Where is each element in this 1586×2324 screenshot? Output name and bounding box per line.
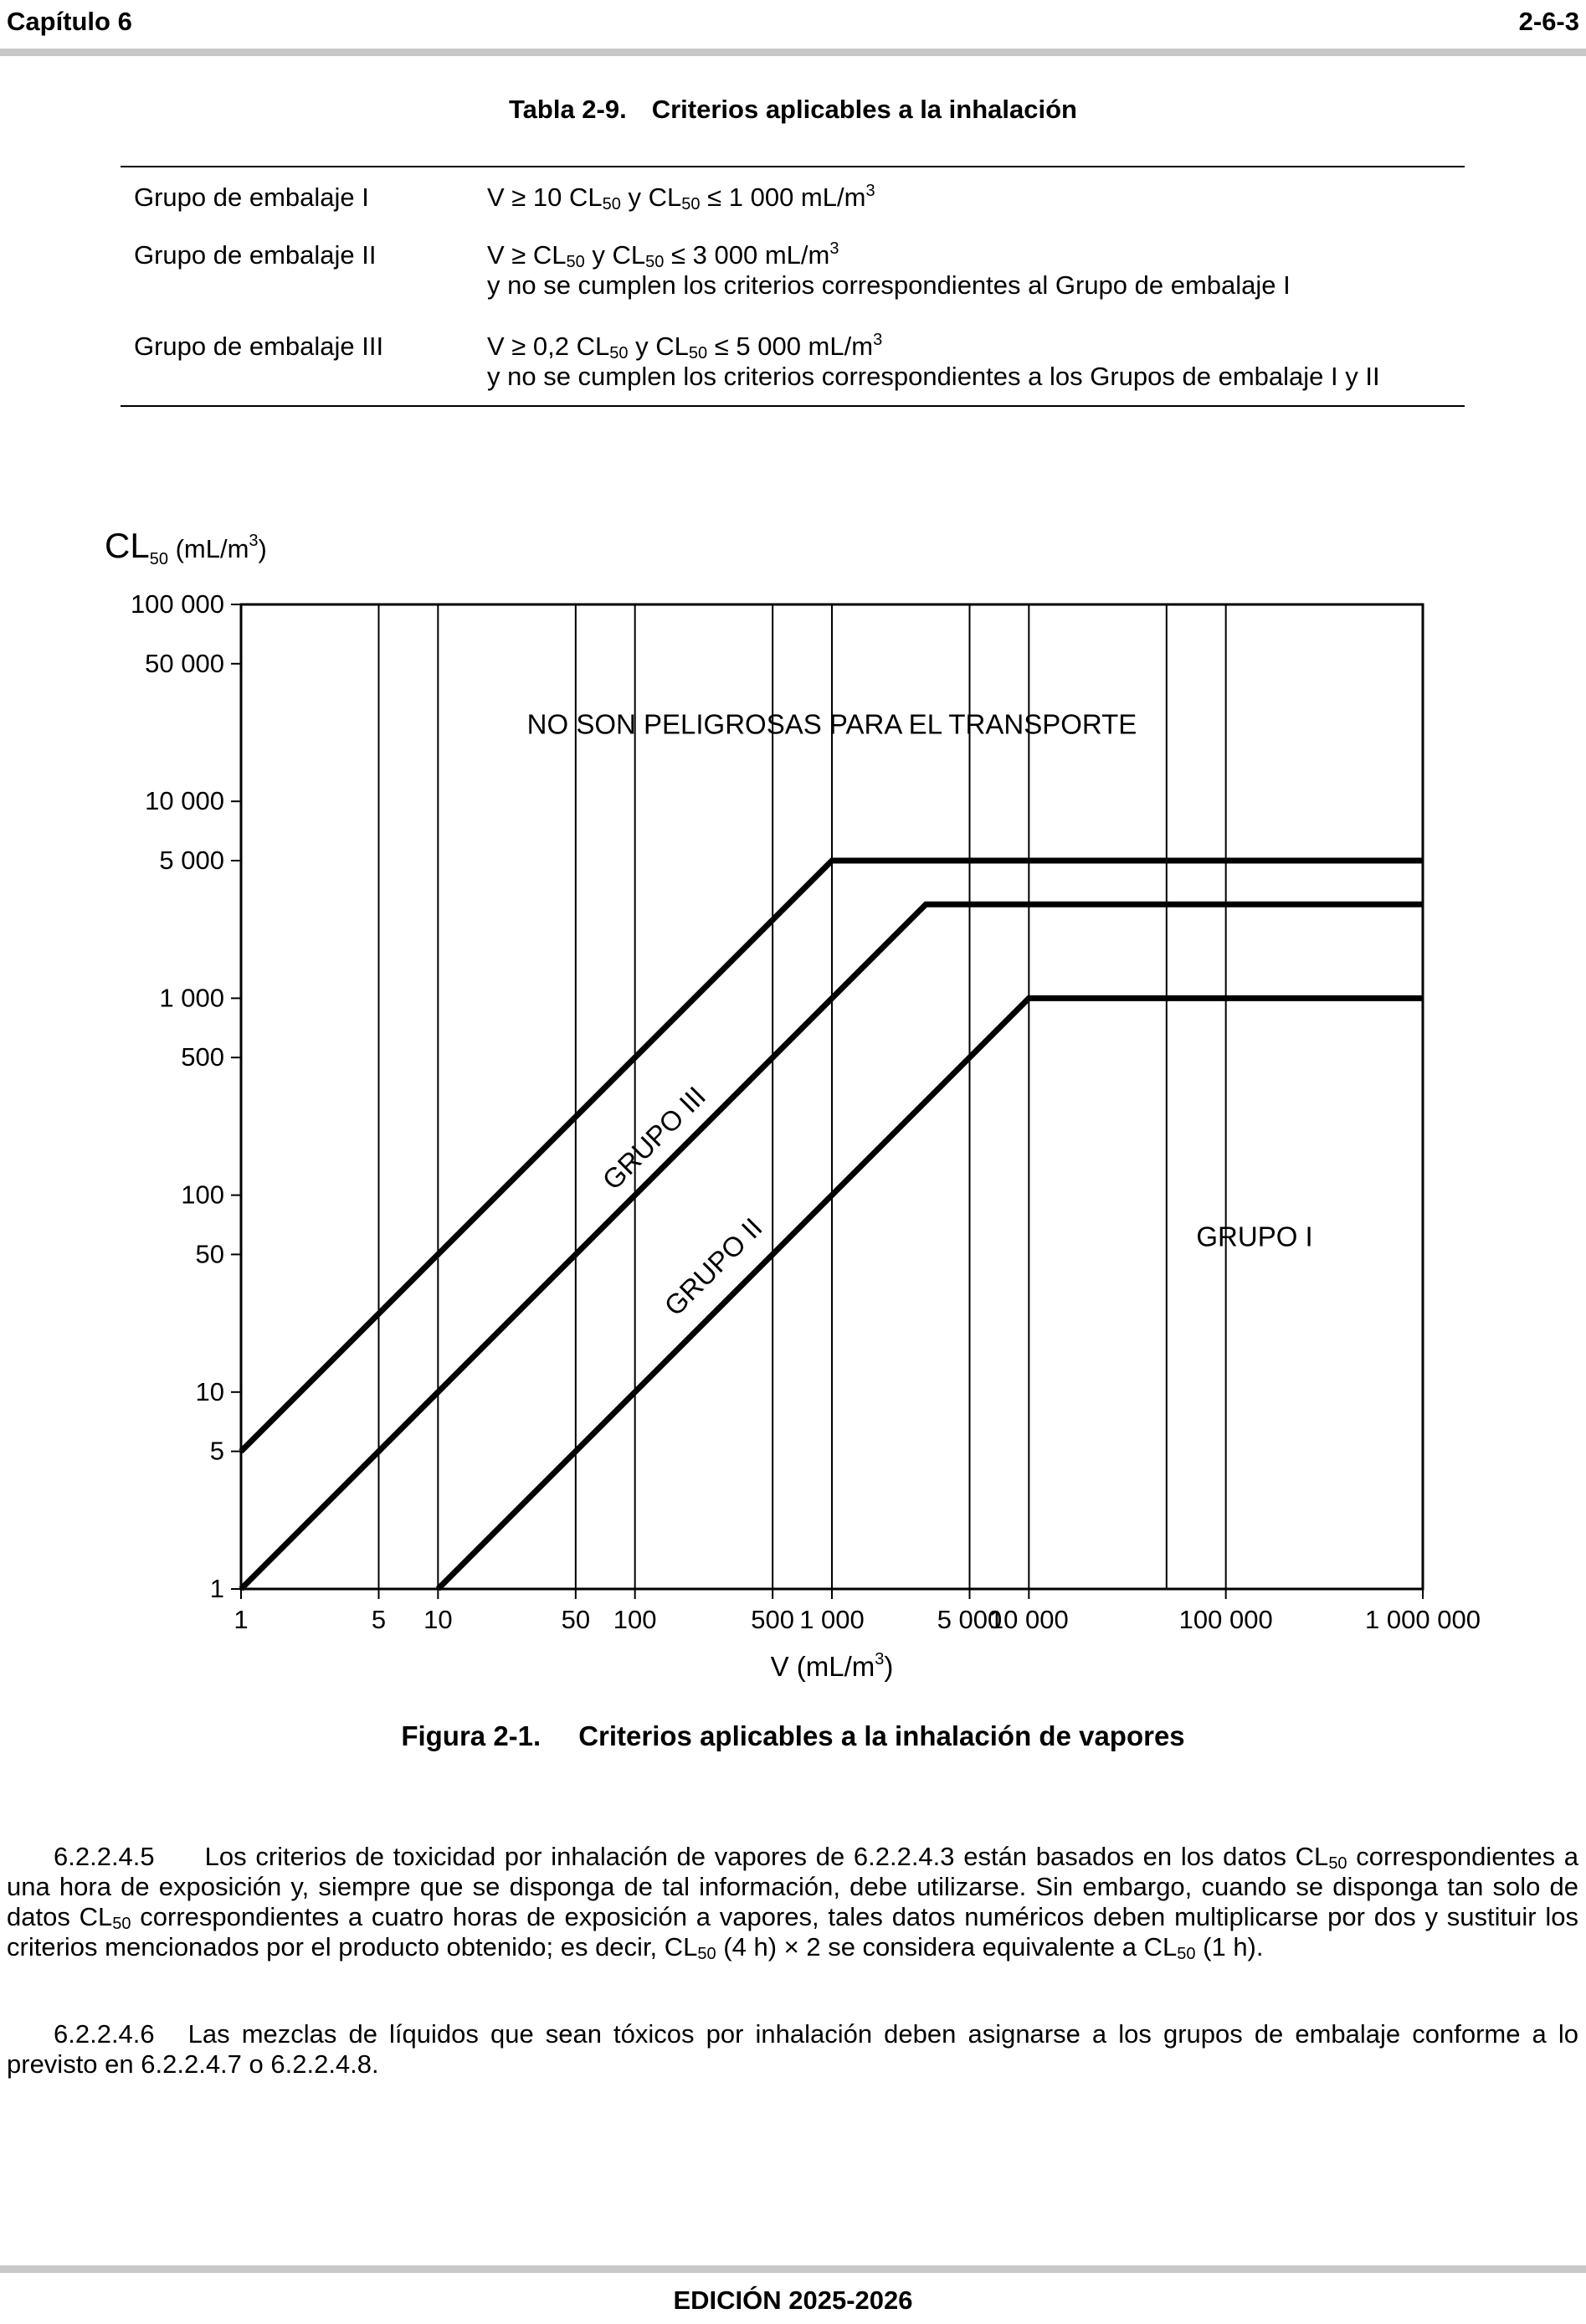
paragraph [7, 1842, 1578, 1962]
chart-annotation: GRUPO III [596, 1080, 712, 1196]
y-tick-label: 5 000 [159, 846, 224, 876]
x-tick-label: 5 [371, 1605, 387, 1634]
table-title: Criterios aplicables a la inhalación [651, 95, 1077, 124]
chart-annotation: NO SON PELIGROSAS PARA EL TRANSPORTE [526, 708, 1137, 740]
figure-caption [0, 1720, 1586, 1752]
paragraph-text: Las mezclas de líquidos que sean tóxicos por inhalación deben asignarse a los grupos de embalaje conforme a lo previsto en 6.2.2.4.7 o 6.2.2.4.8. [7, 2019, 1578, 2079]
paragraph-number: 6.2.2.4.5 [54, 1842, 155, 1871]
y-tick-label: 10 000 [145, 786, 224, 816]
x-tick-label: 100 [613, 1605, 657, 1634]
y-tick-label: 100 [181, 1180, 224, 1210]
x-tick-label: 50 [561, 1605, 591, 1634]
x-tick-label: 5 000 [937, 1605, 1003, 1634]
x-tick-label: 1 000 [799, 1605, 865, 1634]
figure-title: Criterios aplicables a la inhalación de vapores [578, 1720, 1185, 1751]
y-tick-label: 5 [209, 1436, 224, 1466]
row-criteria-extra: y no se cumplen los criterios correspondientes a los Grupos de embalaje I y II [487, 362, 1380, 391]
x-tick-label: 1 [234, 1605, 249, 1634]
x-tick-label: 1 000 000 [1365, 1605, 1481, 1634]
y-tick-label: 100 000 [130, 589, 224, 619]
x-tick-label: 500 [751, 1605, 795, 1634]
paragraph [7, 2019, 1578, 2080]
y-tick-label: 50 000 [145, 648, 224, 678]
x-axis-title: V $(mL/m^3)$ [770, 1650, 894, 1682]
row-criteria: V ≥ 0,2 $CL_{50}$ y $CL_{50} \le 5$ 000 $mL/m^3$ y no se cumplen los criterios correspondientes a los Grupos de embalaje I y II [487, 331, 1380, 391]
row-group-label: Grupo de embalaje II [134, 240, 377, 270]
row-group-label: Grupo de embalaje III [134, 332, 384, 361]
paragraph-number: 6.2.2.4.6 [54, 2019, 155, 2049]
y-axis-title: $CL_{50}$ $^{(mL/m3}_)$ [105, 526, 267, 568]
chart-annotation: GRUPO II [658, 1211, 768, 1322]
figure-number: Figura 2-1. [401, 1720, 541, 1751]
y-tick-label: 500 [181, 1042, 224, 1072]
row-criteria: $V \ge CL_{50}$ y $CL_{50} \le 3$ 000 $mL/m^3$ y no se cumplen los criterios correspondientes al Grupo de embalaje I [487, 239, 1291, 300]
x-tick-label: 10 000 [988, 1605, 1069, 1634]
row-group-label: Grupo de embalaje I [134, 183, 369, 212]
y-tick-label: 10 [195, 1376, 224, 1406]
row-criteria-extra: y no se cumplen los criterios correspondientes al Grupo de embalaje I [487, 270, 1291, 300]
chapter-label: Capítulo 6 [7, 7, 132, 36]
y-tick-label: 50 [195, 1239, 224, 1269]
paragraph-text: Los criterios de toxicidad por inhalación de vapores de 6.2.2.4.3 están basados en los datos $CL_{50}$ correspondientes a una hora de exposición y, siempre que se disponga de tal información, debe utilizarse. Sin embargo, cuando se disponga tan solo de datos $CL_{50}$ correspondientes a cuatro horas de exposición a vapores, tales datos numéricos deben multiplicarse por dos y sustituir los criterios mencionados por el producto obtenido; es decir, $CL_{50}$ (4 h) × 2 se considera equivalente a $CL_{50}$ (1 h). [7, 1842, 1578, 1963]
edition-footer: EDICIÓN 2025-2026 [673, 2285, 913, 2315]
y-tick-label: 1 [209, 1574, 224, 1603]
footer-rule [0, 2265, 1586, 2273]
x-tick-label: 100 000 [1178, 1605, 1273, 1634]
x-tick-label: 10 [423, 1605, 453, 1634]
row-criteria: V ≥ 10 $CL_{50}$ y $CL_{50} \le 1$ 000 $mL/m^3$ [487, 182, 875, 213]
group-boundary-line [438, 998, 1423, 1589]
y-tick-label: 1 000 [159, 983, 224, 1013]
table-number: Tabla 2-9. [509, 95, 627, 124]
chart-annotation: GRUPO I [1196, 1221, 1313, 1252]
page-number: 2-6-3 [1518, 7, 1579, 36]
